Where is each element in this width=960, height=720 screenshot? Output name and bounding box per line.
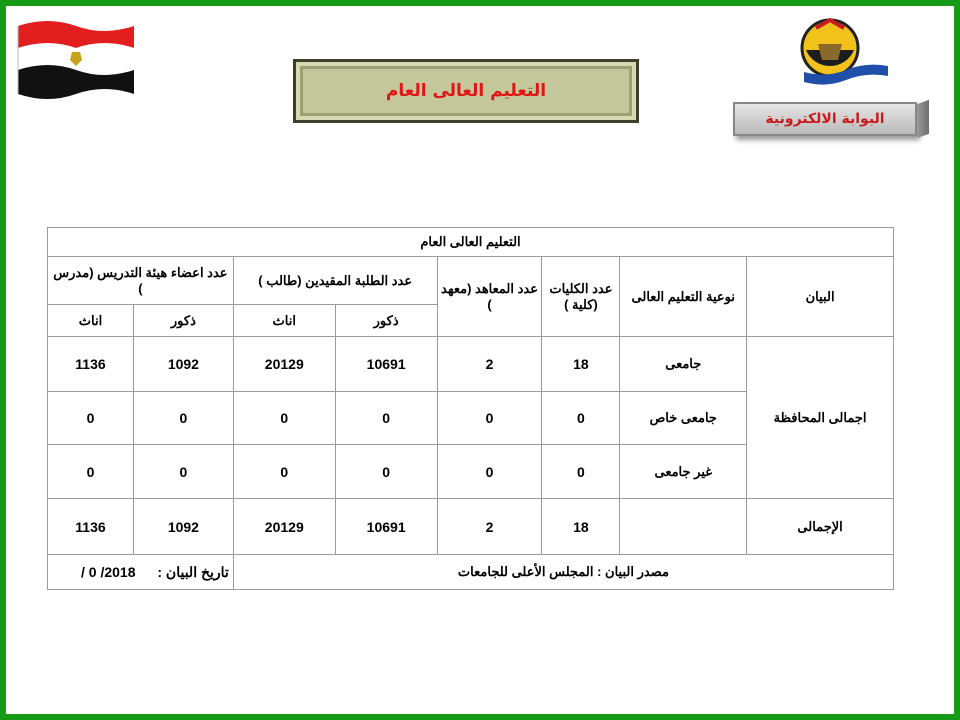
- row-students-males: 0: [335, 392, 437, 445]
- total-type: [620, 499, 747, 555]
- header-staff-females: اناث: [48, 305, 134, 337]
- row-type: جامعى خاص: [620, 392, 747, 445]
- header-education-type: نوعية التعليم العالى: [620, 257, 747, 337]
- governorate-logo-icon: [796, 10, 896, 102]
- row-staff-females: 0: [48, 392, 134, 445]
- table-row: [48, 337, 894, 392]
- total-staff-males: 1092: [133, 499, 233, 555]
- row-students-females: 0: [233, 392, 335, 445]
- total-staff-females: 1136: [48, 499, 134, 555]
- header-staff-males: ذكور: [133, 305, 233, 337]
- data-table: [47, 227, 894, 590]
- row-staff-females: 0: [48, 445, 134, 499]
- page-title-box: [293, 59, 639, 123]
- egypt-flag-icon: [14, 14, 138, 100]
- data-date-value: / 0 /2018: [80, 563, 136, 580]
- header-institutes: عدد المعاهد (معهد ): [437, 257, 542, 337]
- total-label: الإجمالى: [747, 499, 894, 555]
- row-type: غير جامعى: [620, 445, 747, 499]
- data-date: [48, 555, 234, 590]
- total-students-females: 20129: [233, 499, 335, 555]
- row-students-males: 0: [335, 445, 437, 499]
- header-students: عدد الطلبة المقيدين (طالب ): [233, 257, 437, 305]
- row-colleges: 0: [542, 392, 620, 445]
- data-date-label: تاريخ البيان :: [157, 563, 229, 580]
- row-institutes: 0: [437, 445, 542, 499]
- total-students-males: 10691: [335, 499, 437, 555]
- header-students-males: ذكور: [335, 305, 437, 337]
- total-institutes: 2: [437, 499, 542, 555]
- header-staff: عدد اعضاء هيئة التدريس (مدرس ): [48, 257, 234, 305]
- total-row: [48, 499, 894, 555]
- row-type: جامعى: [620, 337, 747, 392]
- total-colleges: 18: [542, 499, 620, 555]
- portal-button[interactable]: [733, 102, 917, 136]
- row-students-females: 0: [233, 445, 335, 499]
- page-title: التعليم العالى العام: [385, 81, 547, 101]
- row-staff-males: 1092: [133, 337, 233, 392]
- group-label: اجمالى المحافظة: [747, 337, 894, 499]
- row-staff-females: 1136: [48, 337, 134, 392]
- data-source: مصدر البيان : المجلس الأعلى للجامعات: [233, 555, 893, 590]
- header-students-females: اناث: [233, 305, 335, 337]
- row-students-males: 10691: [335, 337, 437, 392]
- row-staff-males: 0: [133, 392, 233, 445]
- row-colleges: 18: [542, 337, 620, 392]
- header-colleges: عدد الكليات (كلية ): [542, 257, 620, 337]
- row-staff-males: 0: [133, 445, 233, 499]
- header-statement: البيان: [747, 257, 894, 337]
- row-institutes: 0: [437, 392, 542, 445]
- row-colleges: 0: [542, 445, 620, 499]
- table-section-title: التعليم العالى العام: [48, 228, 894, 257]
- portal-label: البوابة الالكترونية: [765, 111, 885, 127]
- row-students-females: 20129: [233, 337, 335, 392]
- row-institutes: 2: [437, 337, 542, 392]
